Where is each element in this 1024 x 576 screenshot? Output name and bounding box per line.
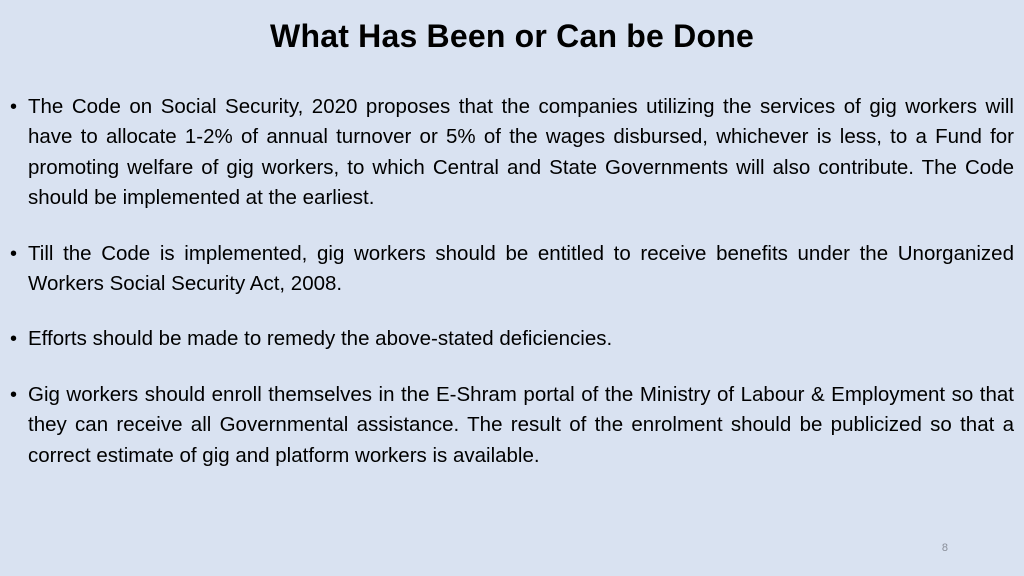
bullet-marker: • bbox=[10, 96, 18, 118]
slide-title: What Has Been or Can be Done bbox=[270, 18, 754, 54]
bullet-marker: • bbox=[10, 242, 18, 265]
bullet-marker: • bbox=[10, 383, 18, 406]
bullet-marker: • bbox=[10, 328, 18, 351]
bullet-item bbox=[10, 380, 1014, 471]
page-number: 8 bbox=[941, 542, 948, 554]
bullet-text: Efforts should be made to remedy the above-stated deficiencies. bbox=[28, 327, 613, 351]
bullet-item bbox=[10, 239, 1014, 300]
bullet-text: The Code on Social Security, 2020 proposes that the companies utilizing the services of gig workers will have to allocate 1-2% of annual turnover or 5% of the wages disbursed, whichever is less, to a Fund for promoting welfare of gig workers, to which Central and State Governments will also contribute. The Code should be implemented at the earliest. bbox=[28, 95, 1014, 210]
bullet-item bbox=[10, 92, 1014, 214]
bullet-list bbox=[10, 92, 1014, 496]
bullet-text: Till the Code is implemented, gig workers should be entitled to receive benefits under the Unorganized Workers Social Security Act, 2008. bbox=[28, 241, 1014, 296]
bullet-item bbox=[10, 324, 1014, 354]
bullet-text: Gig workers should enroll themselves in the E-Shram portal of the Ministry of Labour & Employment so that they can receive all Governmental assistance. The result of the enrolment should be publicized so that a correct estimate of gig and platform workers is available. bbox=[28, 382, 1014, 467]
